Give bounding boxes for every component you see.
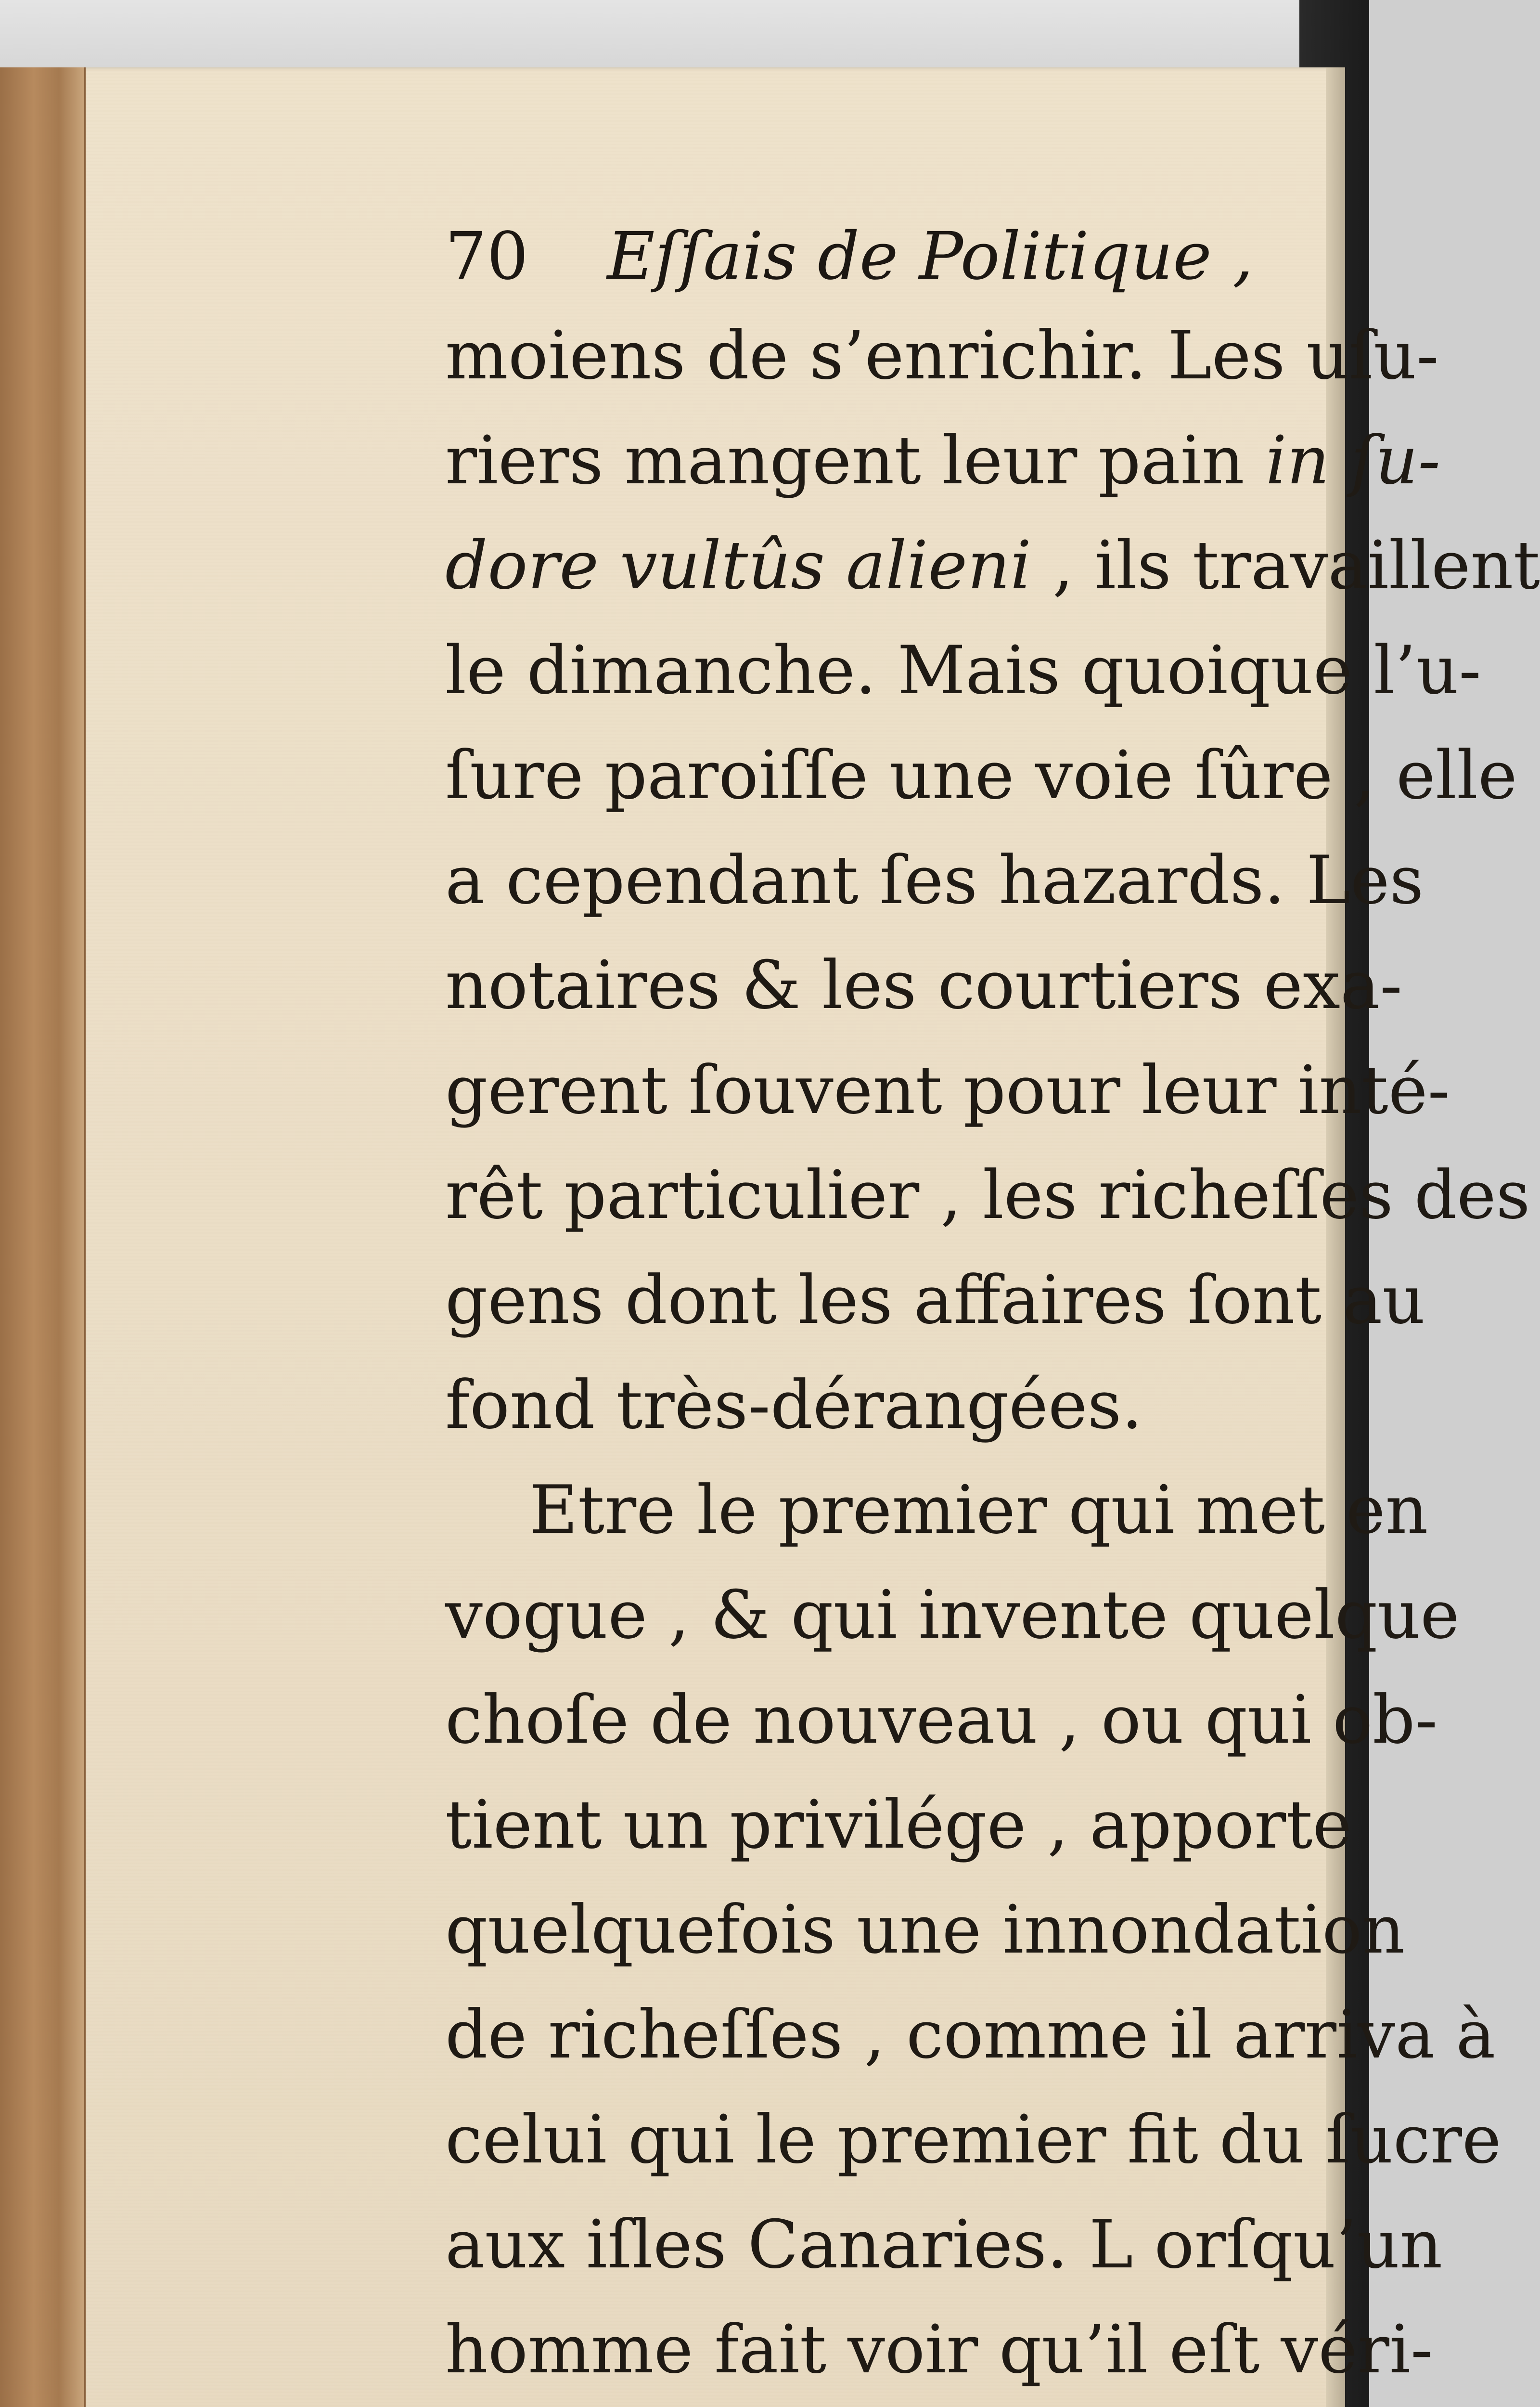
text-segment: le dimanche. Mais quoique l’u- [445, 632, 1481, 709]
scanner-background-top [0, 0, 1369, 72]
text-segment: notaires & les courtiers exa- [445, 946, 1402, 1024]
text-segment: riers mangent leur pain [445, 422, 1266, 499]
text-line [445, 1982, 1496, 2087]
text-line [445, 2297, 1433, 2402]
text-segment: ſure paroiſſe une voie ſûre , elle [445, 737, 1517, 814]
text-segment: de richeſſes , comme il arriva à [445, 1996, 1496, 2073]
text-line [445, 933, 1402, 1038]
text-segment: gerent ſouvent pour leur inté- [445, 1051, 1450, 1129]
text-segment: celui qui le premier fit du ſucre [445, 2101, 1502, 2178]
text-segment: moiens de s’enrichir. Les uſu- [445, 317, 1439, 394]
text-line [445, 1773, 1360, 1877]
text-line [445, 1563, 1460, 1668]
text-line [445, 2192, 1443, 2297]
text-line [445, 2087, 1502, 2192]
text-segment: vogue , & qui invente quelque [445, 1576, 1460, 1654]
text-line [445, 1668, 1438, 1773]
running-title: Eſſais de Politique , [607, 219, 1254, 295]
body-text [445, 303, 1540, 2407]
text-segment: choſe de nouveau , ou qui ob- [445, 1681, 1438, 1759]
text-line [445, 2402, 1360, 2407]
text-line [445, 1248, 1425, 1353]
text-line [445, 1143, 1530, 1248]
text-line [445, 1458, 1428, 1563]
text-segment: Etre le premier qui met en [529, 1471, 1428, 1549]
text-line [445, 1877, 1405, 1982]
text-segment: aux iſles Canaries. L orſqu’un [445, 2206, 1443, 2283]
text-segment: a cependant ſes hazards. Les [445, 841, 1424, 919]
page-number: 70 [445, 219, 529, 295]
text-line [445, 303, 1439, 408]
text-segment: homme fait voir qu’il eſt véri- [445, 2311, 1433, 2388]
text-line [445, 1038, 1450, 1143]
text-segment: fond très-dérangées. [445, 1366, 1143, 1444]
running-head [445, 216, 1253, 298]
text-segment: rêt particulier , les richeſſes des [445, 1156, 1530, 1234]
text-line [445, 618, 1481, 723]
italic-text: in ſu- [1265, 422, 1441, 499]
text-line [445, 828, 1424, 933]
text-line [445, 408, 1441, 513]
text-line [445, 723, 1517, 828]
text-line [445, 513, 1540, 618]
page-binding-edge [0, 67, 86, 2407]
italic-text: dore vultûs alieni [445, 527, 1032, 604]
text-segment: gens dont les affaires ſont au [445, 1261, 1425, 1339]
text-segment: tient un privilége , apporte [445, 1786, 1352, 1863]
text-segment: , ils travaillent [1031, 527, 1540, 604]
text-segment: quelquefois une innondation [445, 1891, 1405, 1968]
text-line [445, 1353, 1360, 1458]
